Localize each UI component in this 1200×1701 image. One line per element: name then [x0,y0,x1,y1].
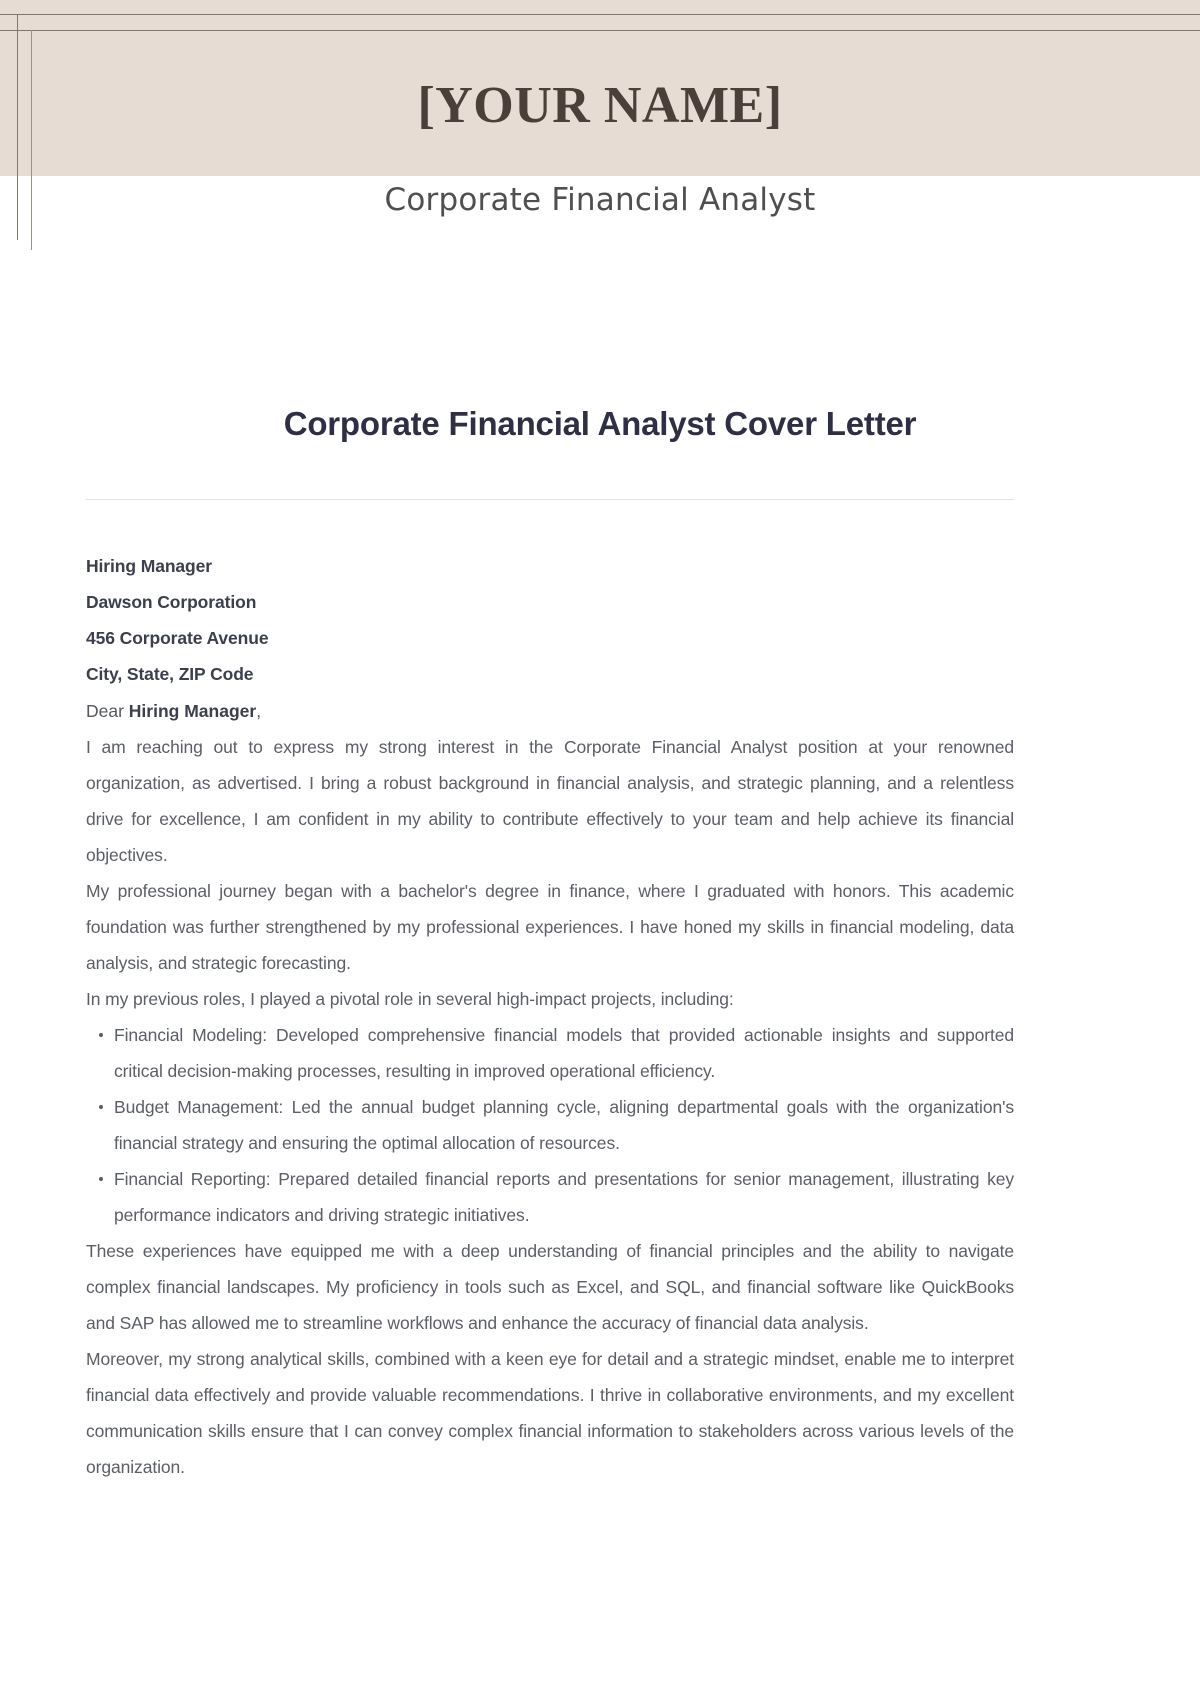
salutation-prefix: Dear [86,701,129,721]
applicant-job-title: Corporate Financial Analyst [384,182,816,218]
body-paragraph: In my previous roles, I played a pivotal role in several high-impact projects, including: [86,989,734,1009]
list-item: Financial Modeling: Developed comprehensive financial models that provided actionable insights and supported critical decision-making processes, resulting in improved operational efficiency. [86,1017,1014,1089]
recipient-street: 456 Corporate Avenue [86,628,269,648]
letter-body [86,548,1014,1485]
list-item: Budget Management: Led the annual budget planning cycle, aligning departmental goals with the organization's financial strategy and ensuring the optimal allocation of resources. [86,1089,1014,1161]
body-paragraph: Moreover, my strong analytical skills, combined with a keen eye for detail and a strategic mindset, enable me to interpret financial data effectively and provide valuable recommendations. I thrive in collaborative environments, and my excellent communication skills ensure that I can convey complex financial information to stakeholders across various levels of the organization. [86,1349,1014,1477]
body-paragraph: My professional journey began with a bachelor's degree in finance, where I graduated with honors. This academic foundation was further strengthened by my professional experiences. I have honed my skills in financial modeling, data analysis, and strategic forecasting. [86,881,1014,973]
body-paragraph: I am reaching out to express my strong interest in the Corporate Financial Analyst position at your renowned organization, as advertised. I bring a robust background in financial analysis, and strategic planning, and a relentless drive for excellence, I am confident in my ability to contribute effectively to your team and help achieve its financial objectives. [86,737,1014,865]
applicant-name: [YOUR NAME] [417,76,783,134]
salutation-suffix: , [256,701,262,721]
title-divider [86,499,1014,500]
achievements-list [86,1017,1014,1233]
list-item: Financial Reporting: Prepared detailed financial reports and presentations for senior management, illustrating key performance indicators and driving strategic initiatives. [86,1161,1014,1233]
recipient-name: Hiring Manager [86,556,212,576]
page-title: Corporate Financial Analyst Cover Letter [283,405,917,442]
salutation-name: Hiring Manager [128,701,257,721]
body-paragraph: These experiences have equipped me with a deep understanding of financial principles and the ability to navigate complex financial landscapes. My proficiency in tools such as Excel, and SQL, and financial software like QuickBooks and SAP has allowed me to streamline workflows and enhance the accuracy of financial data analysis. [86,1241,1014,1333]
recipient-company: Dawson Corporation [86,592,257,612]
salutation [86,693,1014,729]
recipient-citystatezip: City, State, ZIP Code [86,664,254,684]
